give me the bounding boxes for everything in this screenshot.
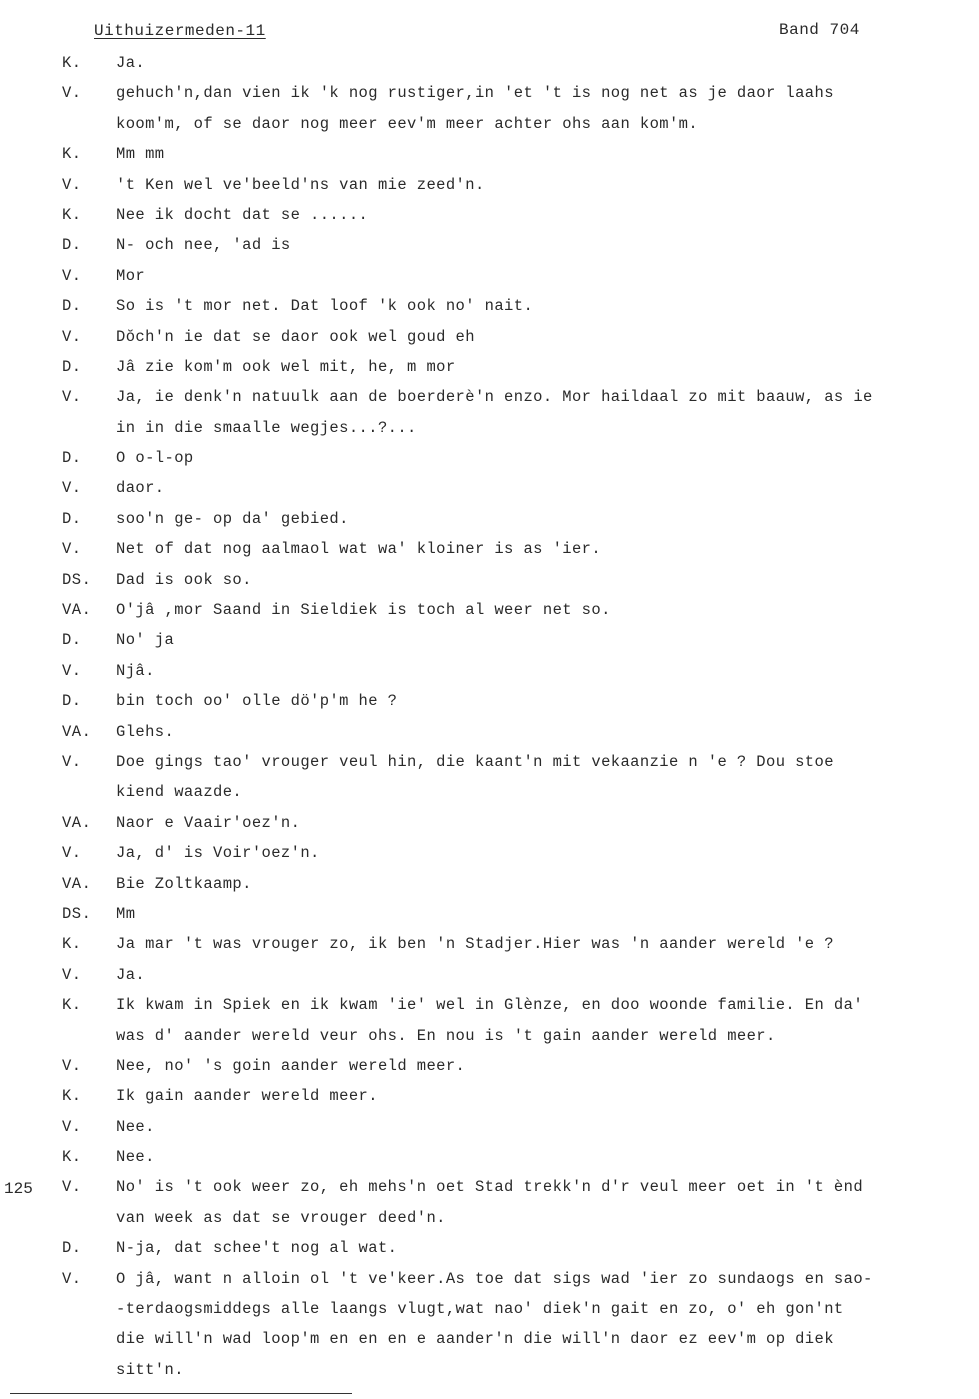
transcript-line	[0, 232, 979, 262]
speaker-label: V.	[62, 1178, 82, 1197]
speaker-label: VA.	[62, 722, 92, 741]
footer-rule	[10, 1393, 352, 1394]
utterance-text: Dŏch'n ie dat se daor ook wel goud eh	[116, 327, 475, 346]
utterance-text: die will'n wad loop'm en en en e aander'n die will'n daor ez eev'm op diek	[116, 1330, 834, 1349]
transcript-line	[0, 384, 979, 414]
speaker-label: K.	[62, 205, 82, 224]
transcript-line	[0, 688, 979, 718]
utterance-text: -terdaogsmiddegs alle laangs vlugt,wat nao' diek'n gait en zo, o' eh gon'nt	[116, 1300, 844, 1319]
transcript-line	[0, 658, 979, 688]
utterance-text: in in die smaalle wegjes...?...	[116, 418, 417, 437]
utterance-text: gehuch'n,dan vien ik 'k nog rustiger,in 'et 't is nog net as je daor laahs	[116, 84, 834, 103]
speaker-label: VA.	[62, 601, 92, 620]
utterance-text: 't Ken wel ve'beeld'ns van mie zeed'n.	[116, 175, 485, 194]
speaker-label: V.	[62, 661, 82, 680]
transcript-line	[0, 354, 979, 384]
speaker-label: V.	[62, 1269, 82, 1288]
utterance-text: Glehs.	[116, 722, 175, 741]
utterance-text: N- och nee, 'ad is	[116, 236, 291, 255]
utterance-text: Ja.	[116, 965, 146, 984]
transcript-line	[0, 263, 979, 293]
speaker-label: K.	[62, 145, 82, 164]
transcript-line	[0, 871, 979, 901]
transcript-line	[0, 415, 979, 445]
speaker-label: D.	[62, 1239, 82, 1258]
speaker-label: K.	[62, 1087, 82, 1106]
transcript-line	[0, 597, 979, 627]
document-title: Uithuizermeden-11	[94, 22, 266, 40]
transcript-line	[0, 810, 979, 840]
utterance-text: Nee.	[116, 1117, 155, 1136]
margin-counter-number: 125	[4, 1180, 33, 1198]
utterance-text: Ja, ie denk'n natuulk aan de boerderè'n enzo. Mor haildaal zo mit baauw, as ie	[116, 388, 873, 407]
utterance-text: Ja.	[116, 54, 146, 72]
transcript-line	[0, 1023, 979, 1053]
utterance-text: soo'n ge- op da' gebied.	[116, 509, 349, 528]
utterance-text: O'jâ ,mor Saand in Sieldiek is toch al weer net so.	[116, 601, 611, 620]
transcript-line	[0, 962, 979, 992]
utterance-text: O o-l-op	[116, 449, 194, 468]
utterance-text: Nee, no' 's goin aander wereld meer.	[116, 1056, 466, 1075]
transcript-line	[0, 172, 979, 202]
speaker-label: V.	[62, 388, 82, 407]
transcript-line	[0, 293, 979, 323]
utterance-text: Doe gings tao' vrouger veul hin, die kaant'n mit vekaanzie n 'e ? Dou stoe	[116, 752, 834, 771]
transcript-line	[0, 445, 979, 475]
speaker-label: D.	[62, 692, 82, 711]
speaker-label: V.	[62, 540, 82, 559]
transcript-line	[0, 1174, 979, 1204]
speaker-label: K.	[62, 1148, 82, 1167]
transcript-line	[0, 1083, 979, 1113]
utterance-text: kiend waazde.	[116, 783, 243, 802]
transcript-line	[0, 1266, 979, 1296]
transcript-line	[0, 202, 979, 232]
speaker-label: VA.	[62, 813, 92, 832]
transcript-line	[0, 1144, 979, 1174]
utterance-text: Dad is ook so.	[116, 570, 252, 589]
transcript-line	[0, 506, 979, 536]
transcript-line	[0, 1114, 979, 1144]
transcript-line	[0, 1357, 979, 1387]
transcript-line	[0, 1296, 979, 1326]
speaker-label: D.	[62, 357, 82, 376]
speaker-label: V.	[62, 327, 82, 346]
transcript-line	[0, 719, 979, 749]
utterance-text: Mm	[116, 904, 136, 923]
tape-number: Band 704	[779, 21, 860, 39]
speaker-label: V.	[62, 1117, 82, 1136]
speaker-label: VA.	[62, 874, 92, 893]
transcript-line	[0, 567, 979, 597]
transcript-line	[0, 931, 979, 961]
speaker-label: V.	[62, 479, 82, 498]
speaker-label: D.	[62, 631, 82, 650]
transcript-line	[0, 1205, 979, 1235]
speaker-label: V.	[62, 844, 82, 863]
transcript-line	[0, 840, 979, 870]
utterance-text: Jâ zie kom'm ook wel mit, he, m mor	[116, 357, 456, 376]
utterance-text: sitt'n.	[116, 1360, 184, 1379]
speaker-label: K.	[62, 54, 82, 72]
speaker-label: V.	[62, 175, 82, 194]
utterance-text: Ja mar 't was vrouger zo, ik ben 'n Stadjer.Hier was 'n aander wereld 'e ?	[116, 935, 834, 954]
transcript-line	[0, 779, 979, 809]
transcript-line	[0, 627, 979, 657]
utterance-text: daor.	[116, 479, 165, 498]
transcript-line	[0, 901, 979, 931]
utterance-text: bin toch oo' olle dö'p'm he ?	[116, 692, 398, 711]
utterance-text: Naor e Vaair'oez'n.	[116, 813, 301, 832]
speaker-label: V.	[62, 266, 82, 285]
utterance-text: Mm mm	[116, 145, 165, 164]
speaker-label: D.	[62, 449, 82, 468]
speaker-label: K.	[62, 996, 82, 1015]
utterance-text: Nee.	[116, 1148, 155, 1167]
utterance-text: Njâ.	[116, 661, 155, 680]
utterance-text: Ja, d' is Voir'oez'n.	[116, 844, 320, 863]
transcript-line	[0, 1053, 979, 1083]
transcript-line	[0, 50, 979, 80]
speaker-label: V.	[62, 752, 82, 771]
utterance-text: was d' aander wereld veur ohs. En nou is 't gain aander wereld meer.	[116, 1026, 776, 1045]
utterance-text: No' is 't ook weer zo, eh mehs'n oet Stad trekk'n d'r veul meer oet in 't ènd	[116, 1178, 864, 1197]
utterance-text: Mor	[116, 266, 146, 285]
utterance-text: Nee ik docht dat se ......	[116, 205, 369, 224]
utterance-text: van week as dat se vrouger deed'n.	[116, 1208, 446, 1227]
transcript-line	[0, 324, 979, 354]
transcript-line	[0, 80, 979, 110]
speaker-label: D.	[62, 236, 82, 255]
utterance-text: koom'm, of se daor nog meer eev'm meer achter ohs aan kom'm.	[116, 114, 699, 133]
transcript-line	[0, 141, 979, 171]
speaker-label: V.	[62, 84, 82, 103]
utterance-text: O jâ, want n alloin ol 't ve'keer.As toe dat sigs wad 'ier zo sundaogs en sao-	[116, 1269, 873, 1288]
speaker-label: V.	[62, 965, 82, 984]
utterance-text: Net of dat nog aalmaol wat wa' kloiner is as 'ier.	[116, 540, 602, 559]
utterance-text: Ik kwam in Spiek en ik kwam 'ie' wel in Glènze, en doo woonde familie. En da'	[116, 996, 864, 1015]
transcript-line	[0, 475, 979, 505]
transcript-line	[0, 1235, 979, 1265]
speaker-label: K.	[62, 935, 82, 954]
transcript-line	[0, 111, 979, 141]
utterance-text: Bie Zoltkaamp.	[116, 874, 252, 893]
speaker-label: DS.	[62, 904, 92, 923]
speaker-label: DS.	[62, 570, 92, 589]
utterance-text: No' ja	[116, 631, 175, 650]
transcript-line	[0, 536, 979, 566]
transcript-line	[0, 749, 979, 779]
utterance-text: So is 't mor net. Dat loof 'k ook no' nait.	[116, 297, 534, 316]
utterance-text: Ik gain aander wereld meer.	[116, 1087, 378, 1106]
transcript-line	[0, 1326, 979, 1356]
transcript	[0, 50, 979, 1387]
utterance-text: N-ja, dat schee't nog al wat.	[116, 1239, 398, 1258]
transcript-line	[0, 992, 979, 1022]
speaker-label: D.	[62, 509, 82, 528]
speaker-label: D.	[62, 297, 82, 316]
speaker-label: V.	[62, 1056, 82, 1075]
